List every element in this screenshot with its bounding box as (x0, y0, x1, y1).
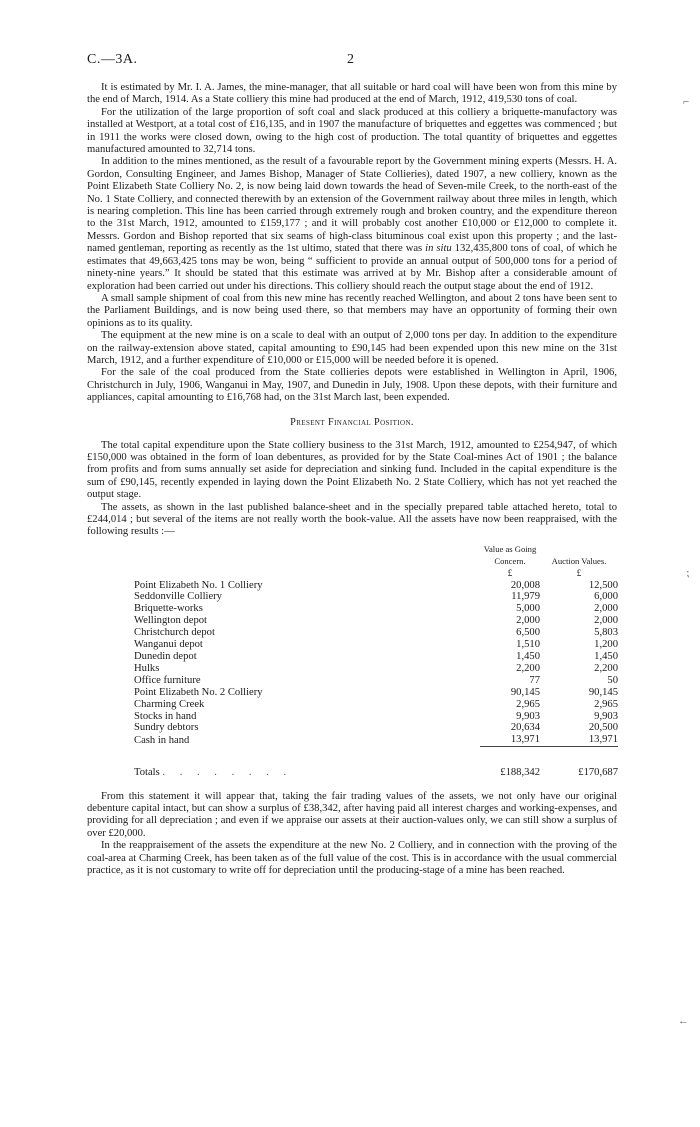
paragraph: It is estimated by Mr. I. A. James, the mine-manager, that all suitable or hard coal will have been won from this mine by the end of March, 1914. As a State colliery this mine had produced at the end of March, 1912, 419,530 tons of coal. (87, 82, 617, 106)
margin-mark: ⌐ (683, 96, 690, 108)
margin-mark: ⁏ (686, 567, 690, 579)
report-id: C.—3A. (87, 52, 138, 67)
asset-name: Office furniture (134, 674, 201, 686)
paragraph-text: 132,435,800 tons of coal, of which he estimates that 49,663,425 tons may be won, being “ sufficient to provide an annual output of 500,000 tons for a period of ninety-nine years.” It should be stated that this estimate was arrived at by Mr. Bishop after a considerable amount of exploration had been carried out under his directions. This colliery should reach the output stage about the end of 1912. (87, 243, 617, 292)
paragraph: The equipment at the new mine is on a scale to deal with an output of 2,000 tons per day. In addition to the expenditure on the railway-extension above stated, capital amounting to £90,145 had been expended upon this new mine on the 31st March, 1912, and a further expenditure of £10,000 or £15,000 will be needed before it is opened. (87, 330, 617, 366)
auction-value: 1,200 (594, 639, 618, 651)
going-concern-value: 5,000 (516, 603, 540, 615)
table-row (134, 627, 618, 639)
table-row (134, 651, 618, 663)
ruled-line (134, 747, 618, 759)
col-header-going-concern: Value as Going Concern. (483, 543, 537, 566)
going-concern-value: 2,200 (516, 662, 540, 674)
auction-value: 90,145 (588, 686, 618, 698)
asset-name: Point Elizabeth No. 1 Colliery (134, 579, 263, 591)
table-row (134, 722, 618, 734)
table-row (134, 639, 618, 651)
table-row (134, 615, 618, 627)
going-concern-value: 1,510 (516, 639, 540, 651)
asset-name: Hulks (134, 662, 160, 674)
asset-name: Stocks in hand (134, 710, 197, 722)
page-number: 2 (347, 52, 354, 67)
asset-name: Christchurch depot (134, 627, 215, 639)
paragraph: In the reappraisement of the assets the expenditure at the new No. 2 Colliery, and in connection with the proving of the coal-area at Charming Creek, has been taken as of the full value of the cost. This is in accordance with the usual commercial practice, as it is not customary to write off for depreciation until the producing-stage of a mine has been reached. (87, 840, 617, 876)
table-row (134, 580, 618, 592)
auction-value: 20,500 (588, 722, 618, 734)
asset-name: Seddonville Colliery (134, 591, 222, 603)
going-concern-value: 6,500 (516, 627, 540, 639)
auction-value: 2,000 (594, 615, 618, 627)
auction-value: 2,200 (594, 662, 618, 674)
assets-table (134, 544, 618, 779)
table-row (134, 591, 618, 603)
going-concern-value: 77 (529, 674, 540, 686)
paragraph (87, 156, 617, 292)
document-body (87, 82, 617, 877)
paragraph: From this statement it will appear that, taking the fair trading values of the assets, we not only have our original debenture capital intact, but can show a surplus of £38,342, after having paid all interest charges and working-expenses, and providing for all depreciation ; and even if we appraise our assets at their auction-values only, we can still show a surplus of over £20,000. (87, 790, 617, 839)
italic-phrase: in situ (425, 243, 452, 255)
paragraph: A small sample shipment of coal from this new mine has recently reached Wellington, and about 2 tons have been sent to the Parliament Buildings, and is now being used there, so that members may have an opportunity of forming their own opinions as to its quality. (87, 292, 617, 329)
auction-value: 50 (607, 674, 618, 686)
totals-auction: £170,687 (578, 766, 618, 778)
asset-name: Cash in hand (134, 734, 190, 746)
going-concern-value: 2,000 (516, 615, 540, 627)
asset-name: Dunedin depot (134, 650, 197, 662)
asset-name: Briquette-works (134, 603, 203, 615)
totals-label: Totals . . . . . . . . (134, 766, 293, 778)
table-row (134, 687, 618, 699)
paragraph: The assets, as shown in the last published balance-sheet and in the specially prepared table attached hereto, total to £244,014 ; but several of the items are not really worth the book-value. All the assets have now been reappraised, with the following results :— (87, 501, 617, 538)
table-row (134, 734, 618, 746)
asset-name: Sundry debtors (134, 722, 199, 734)
paragraph: The total capital expenditure upon the State colliery business to the 31st March, 1912, amounted to £254,947, of which £150,000 was obtained in the form of loan debentures, as provided for by the State Coal-mines Act of 1901 ; the balance from profits and from sums annually set aside for depreciation and sinking fund. Included in the capital expenditure is the sum of £90,145, recently expended in laying down the Point Elizabeth No. 2 State Colliery, which has not yet reached the output stage. (87, 439, 617, 501)
going-concern-value: 13,971 (510, 734, 540, 746)
col-header-auction: Auction Values. (551, 555, 607, 566)
margin-mark: ← (678, 1015, 689, 1027)
table-header-blank (134, 544, 480, 568)
going-concern-value: 11,979 (511, 591, 540, 603)
totals-going: £188,342 (500, 766, 540, 778)
totals-row (134, 759, 618, 779)
unit-label: £ (576, 567, 582, 578)
table-row (134, 699, 618, 711)
asset-name: Wellington depot (134, 615, 207, 627)
table-row (134, 603, 618, 615)
going-concern-value: 20,008 (510, 579, 540, 591)
table-row (134, 675, 618, 687)
table-row (134, 711, 618, 723)
auction-value: 12,500 (588, 579, 618, 591)
auction-value: 5,803 (594, 627, 618, 639)
auction-value: 1,450 (594, 650, 618, 662)
going-concern-value: 9,903 (516, 710, 540, 722)
paragraph: For the sale of the coal produced from the State collieries depots were established in Wellington in April, 1906, Christchurch in July, 1906, Wanganui in May, 1907, and Dunedin in July, 1908. Upon these depots, with their furniture and appliances, capital amounting to £16,768 had, on the 31st March last, been expended. (87, 367, 617, 404)
asset-name: Point Elizabeth No. 2 Colliery (134, 686, 263, 698)
section-heading: Present Financial Position. (290, 416, 414, 428)
paragraph-text: In addition to the mines mentioned, as the result of a favourable report by the Government mining experts (Messrs. H. A. Gordon, Consulting Engineer, and James Bishop, Manager of State Collieries), dated 1907, a new colliery, known as the Point Elizabeth State Colliery No. 2, is now being laid down towards the head of Seven-mile Creek, to the north-east of the No. 1 State Colliery, and connected therewith by an extension of the Government railway about three miles in length, which is nearing completion. This line has been carried through extremely rough and broken country, and the expenditure thereon to the 31st March, 1912, amounted to £159,177 ; and it will probably cost another £10,000 or £12,000 to complete it. Messrs. Gordon and Bishop reported that six seams of high-class bituminous coal exist upon this property ; and the last-named gentleman, reporting as recently as the 1st ultimo, stated that there was (87, 156, 617, 255)
auction-value: 9,903 (594, 710, 618, 722)
going-concern-value: 2,965 (516, 698, 540, 710)
auction-value: 2,000 (594, 603, 618, 615)
auction-value: 2,965 (594, 698, 618, 710)
paragraph: For the utilization of the large proportion of soft coal and slack produced at this colliery a briquette-manufactory was installed at Westport, at a total cost of £16,135, and in 1907 the manufacture of briquettes and eggettes was commenced ; but in 1911 the works were closed down, owing to the high cost of production. The total quantity of briquettes and eggettes manufactured amounted to 32,714 tons. (87, 106, 617, 156)
going-concern-value: 20,634 (510, 722, 540, 734)
asset-name: Wanganui depot (134, 639, 203, 651)
unit-label: £ (507, 567, 513, 578)
asset-name: Charming Creek (134, 698, 205, 710)
auction-value: 13,971 (588, 734, 618, 746)
auction-value: 6,000 (594, 591, 618, 603)
going-concern-value: 90,145 (510, 686, 540, 698)
table-row (134, 663, 618, 675)
going-concern-value: 1,450 (516, 650, 540, 662)
